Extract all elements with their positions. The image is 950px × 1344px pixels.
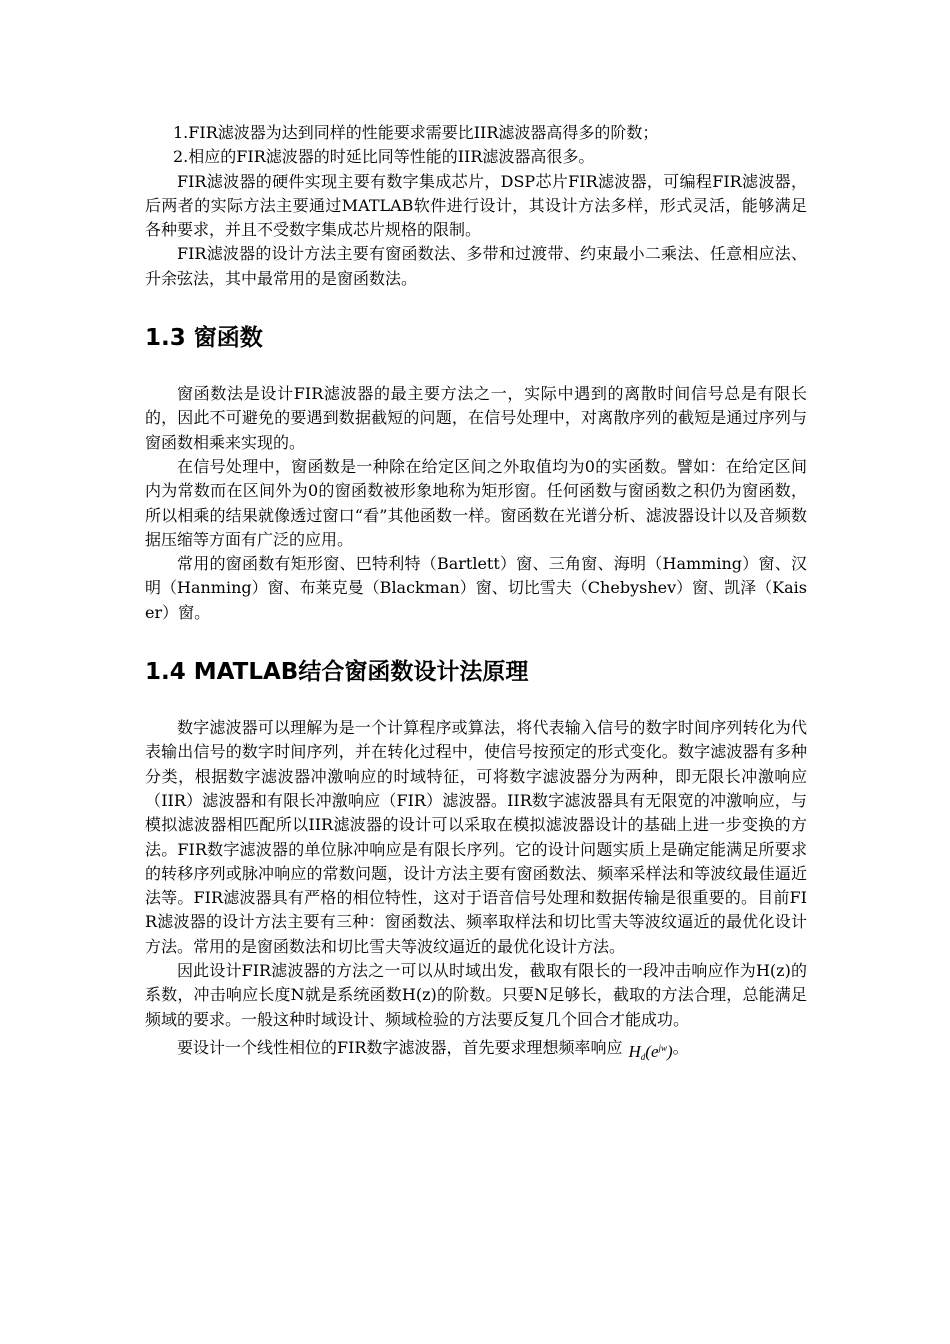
list-item-2: 2.相应的FIR滤波器的时延比同等性能的IIR滤波器高很多。 xyxy=(173,147,595,167)
linear-phase-end: 。 xyxy=(672,1037,689,1057)
paragraph-hardware: FIR滤波器的硬件实现主要有数字集成芯片，DSP芯片FIR滤波器，可编程FIR滤波器，后两者的实际方法主要通过MATLAB软件进行设计，其设计方法多样，形式灵活，能够满足各种要求，并且不受数字集成芯片规格的限制。 xyxy=(145,171,807,240)
linear-phase-text: 要设计一个线性相位的FIR数字滤波器，首先要求理想频率响应 xyxy=(177,1037,623,1057)
paragraph-window-intro: 窗函数法是设计FIR滤波器的最主要方法之一，实际中遇到的离散时间信号总是有限长的，因此不可避免的要遇到数据截短的问题，在信号处理中，对离散序列的截短是通过序列与窗函数相乘来实现的。 xyxy=(145,384,807,452)
ideal-frequency-response-formula: $H_d(e^{jw})$ xyxy=(628,1041,673,1062)
section-heading-1-4: 1.4 MATLAB结合窗函数设计法原理 xyxy=(145,659,529,686)
paragraph-design-methods: FIR滤波器的设计方法主要有窗函数法、多带和过渡带、约束最小二乘法、任意相应法、升余弦法，其中最常用的是窗函数法。 xyxy=(145,244,807,288)
paragraph-window-definition: 在信号处理中，窗函数是一种除在给定区间之外取值均为0的实函数。譬如：在给定区间内为常数而在区间外为0的窗函数被形象地称为矩形窗。任何函数与窗函数之积仍为窗函数，所以相乘的结果就像透过窗口“看”其他函数一样。窗函数在光谱分析、滤波器设计以及音频数据压缩等方面有广泛的应用。 xyxy=(145,456,807,549)
paragraph-linear-phase xyxy=(145,1032,807,1065)
paragraph-window-types: 常用的窗函数有矩形窗、巴特利特（Bartlett）窗、三角窗、海明（Hamming）窗、汉明（Hanming）窗、布莱克曼（Blackman）窗、切比雪夫（Chebyshev）窗、凯泽（Kaiser）窗。 xyxy=(145,554,807,622)
paragraph-digital-filter: 数字滤波器可以理解为是一个计算程序或算法，将代表输入信号的数字时间序列转化为代表输出信号的数字时间序列，并在转化过程中，使信号按预定的形式变化。数字滤波器有多种分类，根据数字滤波器冲激响应的时域特征，可将数字滤波器分为两种，即无限长冲激响应（IIR）滤波器和有限长冲激响应（FIR）滤波器。IIR数字滤波器具有无限宽的冲激响应，与模拟滤波器相匹配所以IIR滤波器的设计可以采取在模拟滤波器设计的基础上进一步变换的方法。FIR数字滤波器的单位脉冲响应是有限长序列。它的设计问题实质上是确定能满足所要求的转移序列或脉冲响应的常数问题，设计方法主要有窗函数法、频率采样法和等波纹最佳逼近法等。FIR滤波器具有严格的相位特性，这对于语音信号处理和数据传输是很重要的。目前FIR滤波器的设计方法主要有三种：窗函数法、频率取样法和切比雪夫等波纹逼近的最优化设计方法。常用的是窗函数法和切比雪夫等波纹逼近的最优化设计方法。 xyxy=(145,718,807,956)
section-heading-1-3: 1.3 窗函数 xyxy=(145,325,263,352)
document-body xyxy=(145,121,807,1065)
paragraph-time-domain-design: 因此设计FIR滤波器的方法之一可以从时域出发，截取有限长的一段冲击响应作为H(z)的系数，冲击响应长度N就是系统函数H(z)的阶数。只要N足够长，截取的方法合理，总能满足频域的要求。一般这种时域设计、频域检验的方法要反复几个回合才能成功。 xyxy=(145,961,807,1029)
list-item-1: 1.FIR滤波器为达到同样的性能要求需要比IIR滤波器高得多的阶数； xyxy=(173,123,659,142)
